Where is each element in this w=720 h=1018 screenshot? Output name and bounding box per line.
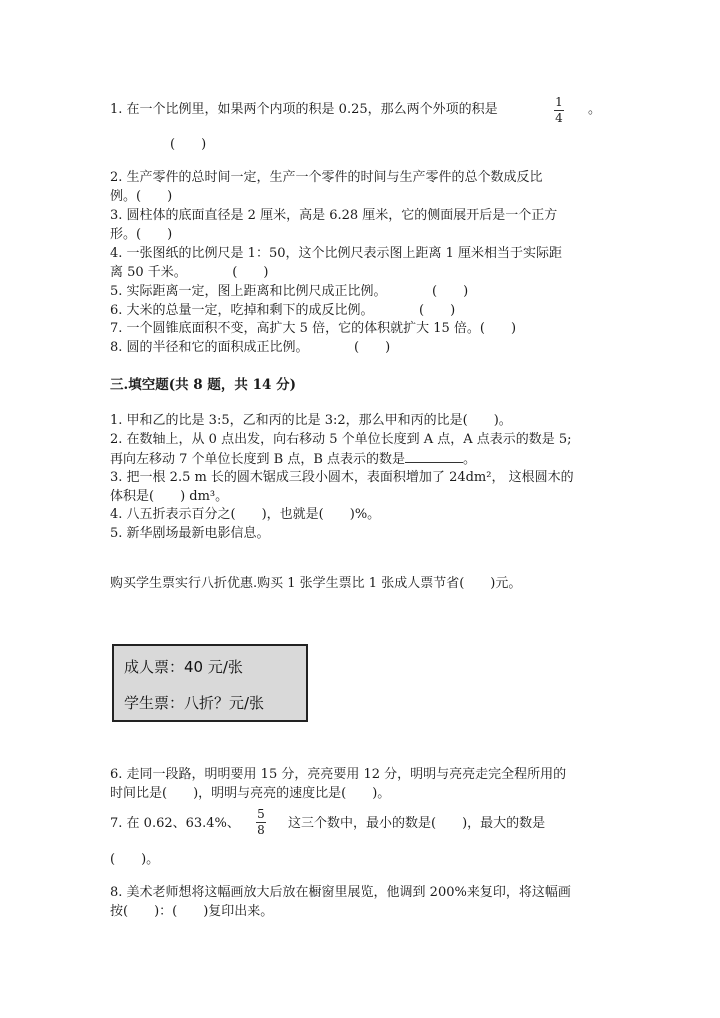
- fill-q2-line2-text: 再向左移动 7 个单位长度到 B 点，B 点表示的数是: [110, 452, 406, 467]
- section-title: 三.填空题(共 8 题，共 14 分): [110, 377, 296, 393]
- judge-q4-line2: 离 50 千米。 ( ): [110, 265, 269, 280]
- answer-blank: [405, 450, 463, 463]
- fill-q4: 4. 八五折表示百分之( )，也就是( )%。: [110, 507, 381, 522]
- fill-q5-text: 购买学生票实行八折优惠.购买 1 张学生票比 1 张成人票节省( )元。: [110, 576, 522, 591]
- judge-q1-text: 1. 在一个比例里，如果两个内项的积是 0.25，那么两个外项的积是: [110, 102, 498, 117]
- judge-q1-paren: ( ): [170, 137, 207, 152]
- judge-q2-line2: 例。( ): [110, 189, 173, 204]
- judge-q3-line1: 3. 圆柱体的底面直径是 2 厘米，高是 6.28 厘米，它的侧面展开后是一个正方: [110, 208, 558, 223]
- fill-q7-fraction: [256, 808, 266, 837]
- judge-q1-end: 。: [588, 102, 602, 117]
- judge-q5: 5. 实际距离一定，图上距离和比例尺成正比例。 ( ): [110, 284, 469, 299]
- judge-q7: 7. 一个圆锥底面积不变，高扩大 5 倍，它的体积就扩大 15 倍。( ): [110, 321, 517, 336]
- fill-q3-line2: 体积是( ) dm³。: [110, 489, 229, 504]
- fill-q6-line1: 6. 走同一段路，明明要用 15 分，亮亮要用 12 分，明明与亮亮走完全程所用的: [110, 767, 567, 782]
- judge-q6: 6. 大米的总量一定，吃掉和剩下的成反比例。 ( ): [110, 303, 456, 318]
- fill-q7-line2: ( )。: [110, 852, 160, 867]
- adult-ticket-price: 成人票：40 元/张: [124, 658, 243, 676]
- judge-q4-line1: 4. 一张图纸的比例尺是 1：50，这个比例尺表示图上距离 1 厘米相当于实际距: [110, 246, 563, 261]
- fill-q7-end: 这三个数中，最小的数是( )，最大的数是: [288, 816, 546, 831]
- fill-q1: 1. 甲和乙的比是 3:5，乙和丙的比是 3:2，那么甲和丙的比是( )。: [110, 413, 512, 428]
- fraction-denominator: 8: [257, 823, 265, 837]
- fill-q2-line1: 2. 在数轴上，从 0 点出发，向右移动 5 个单位长度到 A 点，A 点表示的数是 5;: [110, 432, 572, 447]
- fill-q7-start: 7. 在 0.62、63.4%、: [110, 816, 240, 831]
- fill-q2-end: 。: [463, 452, 477, 467]
- judge-q3-line2: 形。( ): [110, 227, 173, 242]
- fraction-numerator: 5: [257, 807, 265, 821]
- fraction-numerator: 1: [555, 95, 563, 109]
- ticket-price-box: [112, 644, 308, 722]
- fraction-denominator: 4: [555, 111, 563, 125]
- judge-q2-line1: 2. 生产零件的总时间一定，生产一个零件的时间与生产零件的总个数成反比: [110, 170, 543, 185]
- fill-q6-line2: 时间比是( )，明明与亮亮的速度比是( )。: [110, 786, 391, 801]
- judge-q8: 8. 圆的半径和它的面积成正比例。 ( ): [110, 340, 391, 355]
- fill-q8-line1: 8. 美术老师想将这幅画放大后放在橱窗里展览，他调到 200%来复印，将这幅画: [110, 885, 571, 900]
- fill-q8-line2: 按( )：( )复印出来。: [110, 904, 274, 919]
- student-ticket-price: 学生票：八折？元/张: [124, 694, 265, 712]
- fill-q5: 5. 新华剧场最新电影信息。: [110, 526, 270, 541]
- fill-q3-line1: 3. 把一根 2.5 m 长的圆木锯成三段小圆木，表面积增加了 24dm²， 这根圆木的: [110, 470, 574, 485]
- judge-q1-fraction: [554, 96, 564, 125]
- fill-q2-line2: [110, 450, 476, 469]
